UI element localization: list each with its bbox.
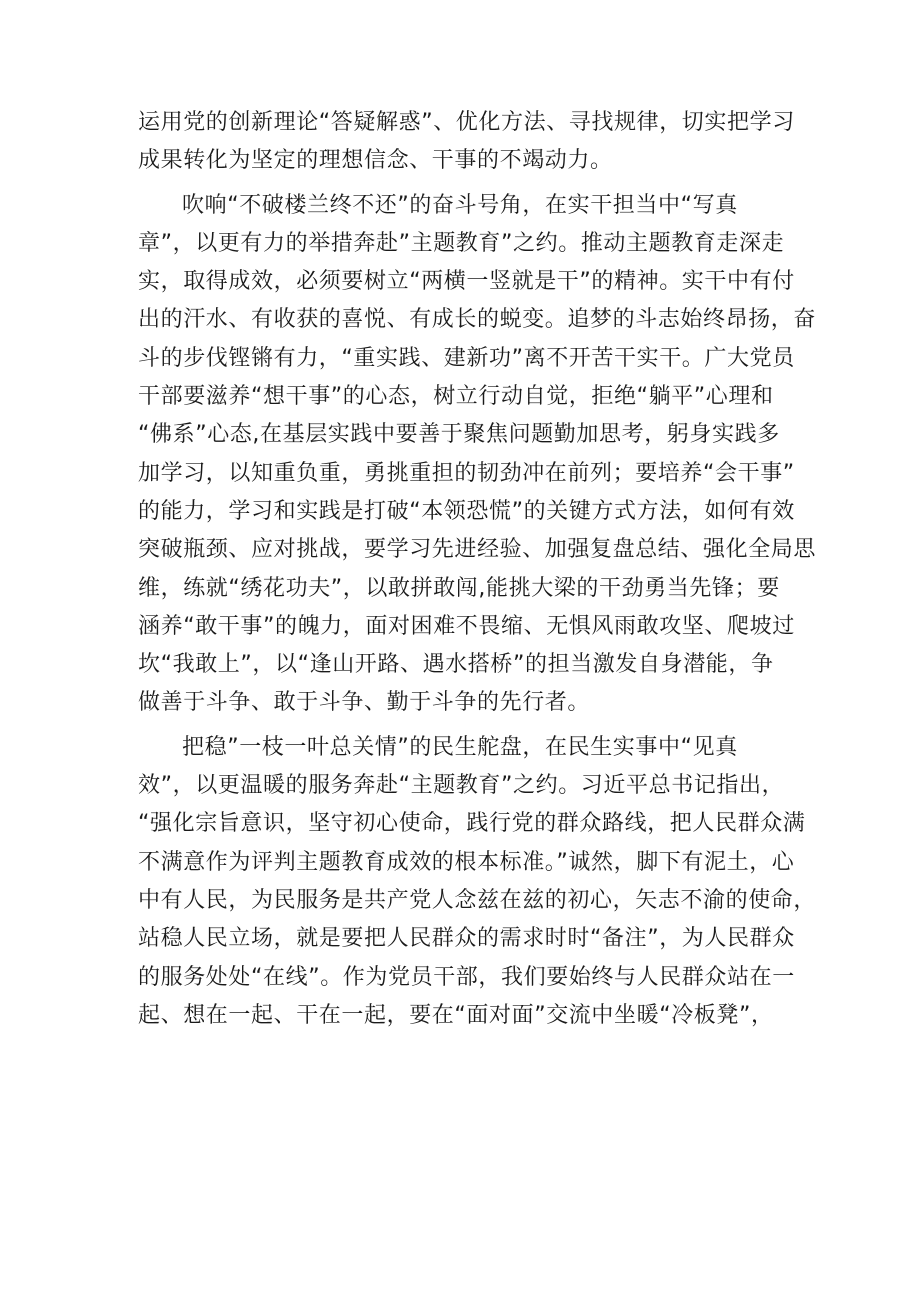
text-line: 突破瓶颈、应对挑战，要学习先进经验、加强复盘总结、强化全局思 (138, 537, 817, 563)
text-line: 的服务处处“在线”。作为党员干部，我们要始终与人民群众站在一 (138, 964, 795, 990)
text-line: 把稳”一枝一叶总关情”的民生舵盘，在民生实事中“见真 (182, 734, 738, 760)
text-line: “强化宗旨意识，坚守初心使命，践行党的群众路线，把人民群众满 (138, 811, 806, 837)
document-body (138, 104, 817, 1035)
text-line: 的能力，学习和实践是打破“本领恐慌”的关键方式方法，如何有效 (138, 498, 795, 524)
text-line: 斗的步伐铿锵有力，“重实践、建新功”离不开苦干实干。广大党员 (138, 345, 795, 371)
text-line: 成果转化为坚定的理想信念、干事的不竭动力。 (138, 148, 613, 174)
text-line: 出的汗水、有收获的喜悦、有成长的蜕变。追梦的斗志始终昂扬，奋 (138, 307, 817, 333)
paragraph-1 (138, 104, 795, 181)
text-line: 不满意作为评判主题教育成效的根本标准。”诚然，脚下有泥土，心 (138, 849, 795, 875)
text-line: 运用党的创新理论“答疑解惑”、优化方法、寻找规律，切实把学习 (138, 110, 795, 135)
text-line: 效”，以更温暖的服务奔赴“主题教育”之约。习近平总书记指出， (138, 773, 785, 799)
text-line: 中有人民，为民服务是共产党人念兹在兹的初心，矢志不渝的使命， (138, 887, 817, 913)
text-line: 加学习，以知重负重，勇挑重担的韧劲冲在前列；要培养“会干事” (138, 460, 795, 486)
text-line: 吹响“不破楼兰终不还”的奋斗号角，在实干担当中“写真 (182, 192, 738, 218)
text-line: 章”，以更有力的举措奔赴”主题教育”之约。推动主题教育走深走 (138, 230, 785, 256)
text-line: 起、想在一起、干在一起，要在“面对面”交流中坐暖“冷板凳”， (138, 1002, 774, 1028)
text-line: 涵养“敢干事”的魄力，面对困难不畏缩、无惧风雨敢攻坚、爬坡过 (138, 613, 795, 639)
text-line: 坎“我敢上”，以“逢山开路、遇水搭桥”的担当激发自身潜能，争 (138, 652, 774, 678)
text-line: 干部要滋养“想干事”的心态，树立行动自觉，拒绝“躺平”心理和 (138, 384, 774, 410)
text-line: 做善于斗争、敢于斗争、勤于斗争的先行者。 (138, 690, 591, 716)
paragraph-3 (138, 729, 817, 1035)
text-line: 维，练就“绣花功夫”，以敢拼敢闯,能挑大梁的干劲勇当先锋；要 (138, 575, 780, 601)
paragraph-2 (138, 187, 817, 723)
text-line: “佛系”心态,在基层实践中要善于聚焦问题勤加思考，躬身实践多 (138, 422, 780, 448)
text-line: 站稳人民立场，就是要把人民群众的需求时时“备注”，为人民群众 (138, 926, 795, 952)
text-line: 实，取得成效，必须要树立“两横一竖就是干”的精神。实干中有付 (138, 269, 795, 295)
